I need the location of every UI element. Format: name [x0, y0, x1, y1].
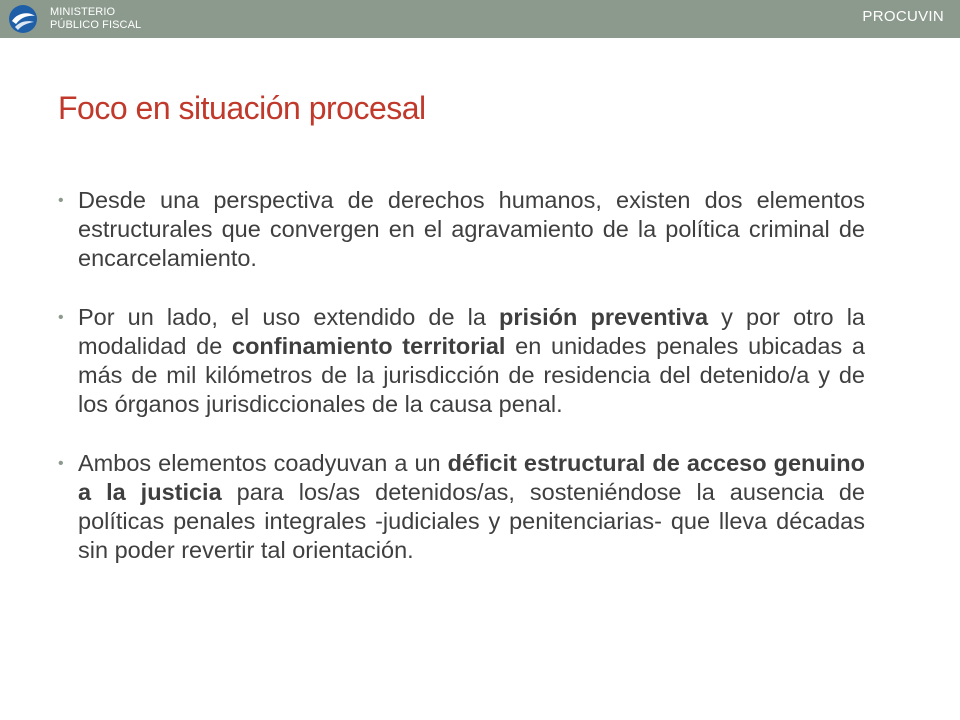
- header-bar: [0, 0, 960, 38]
- bullet-bold-text: déficit estructural de acceso genuino a la justicia: [78, 450, 865, 505]
- slide-title: Foco en situación procesal: [58, 90, 426, 126]
- bullet-list: [58, 186, 865, 595]
- brand-label: PROCUVIN: [862, 8, 944, 25]
- bullet-text-part: en unidades penales ubicadas a más de mil kilómetros de la jurisdicción de residencia del detenido/a y de los órganos jurisdiccionales de la causa penal.: [78, 333, 865, 417]
- bullet-text: Desde una perspectiva de derechos humanos, existen dos elementos estructurales que convergen en el agravamiento de la política criminal de encarcelamiento.: [78, 187, 865, 271]
- bullet-item-2: [58, 303, 865, 419]
- bullet-text-part: y por otro la modalidad de: [78, 304, 865, 359]
- bullet-item-3: [58, 449, 865, 565]
- bullet-dot-icon: •: [58, 192, 64, 209]
- bullet-dot-icon: •: [58, 455, 64, 472]
- ministerio-logo-icon: [8, 4, 38, 34]
- organization-name: [50, 6, 141, 32]
- bullet-text-part: para los/as detenidos/as, sosteniéndose la ausencia de políticas penales integrales -judiciales y penitenciarias- que lleva décadas sin poder revertir tal orientación.: [78, 479, 866, 563]
- bullet-text-part: Por un lado, el uso extendido de la: [78, 304, 500, 330]
- bullet-text-part: Ambos elementos coadyuvan a un: [78, 450, 448, 476]
- bullet-dot-icon: •: [58, 309, 64, 326]
- org-line-1: MINISTERIO: [50, 6, 116, 18]
- bullet-item-1: [58, 186, 865, 273]
- bullet-bold-text: confinamiento territorial: [232, 333, 506, 359]
- bullet-bold-text: prisión preventiva: [499, 304, 709, 330]
- org-line-2: PÚBLICO FISCAL: [50, 19, 142, 31]
